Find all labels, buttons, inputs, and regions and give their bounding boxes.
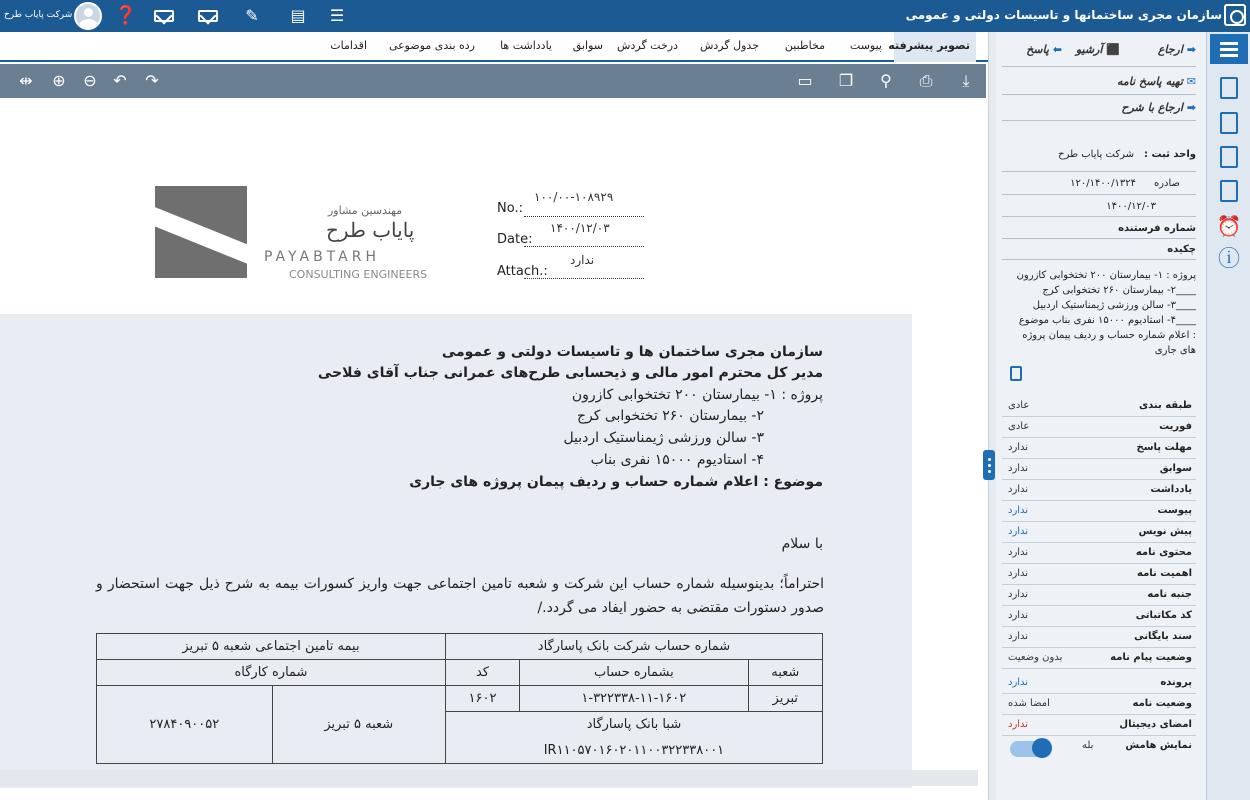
- separator: [1002, 66, 1196, 67]
- greeting: با سلام: [781, 536, 823, 552]
- user-avatar[interactable]: [74, 2, 102, 30]
- print-icon[interactable]: ⎙: [919, 71, 933, 90]
- attach-dots: [524, 278, 644, 279]
- property-value: ندارد: [1008, 589, 1029, 600]
- property-row: [1002, 694, 1196, 715]
- refer-action[interactable]: [1158, 43, 1196, 56]
- refer-arrow-icon: ➡: [1186, 43, 1196, 56]
- property-value: بله: [1082, 740, 1094, 751]
- abstract-label: چکیده: [1167, 244, 1196, 255]
- recipient-person: مدیر کل محترم امور مالی و ذیحسابی طرح‌های عمرانی جناب آقای فلاحی: [317, 365, 823, 381]
- property-row: [1002, 627, 1196, 648]
- cell-sheba: IR۱۱۰۵۷۰۱۶۰۲۰۱۱۰۰۳۲۲۳۳۸۰۰۱: [445, 738, 822, 764]
- tab-bar: [0, 32, 988, 62]
- property-label: یادداشت: [1150, 484, 1192, 495]
- inbox-mail-icon[interactable]: [198, 10, 218, 22]
- property-row: [1002, 417, 1196, 438]
- refer-with-note-action[interactable]: [1121, 101, 1196, 114]
- panel-splitter-handle[interactable]: [983, 450, 995, 480]
- property-value[interactable]: ندارد: [1008, 505, 1029, 516]
- horizontal-scrollbar[interactable]: [0, 770, 978, 786]
- property-value: ندارد: [1008, 631, 1029, 642]
- no-dots: [524, 216, 644, 217]
- col-account: بشماره حساب: [520, 660, 749, 686]
- document-viewer: [0, 98, 986, 788]
- tab-notes[interactable]: یادداشت ها: [500, 39, 552, 52]
- draft-letter-icon[interactable]: [1220, 146, 1238, 168]
- unit-label: واحد ثبت :: [1143, 149, 1196, 160]
- col-workshop: شماره کارگاه: [97, 660, 446, 686]
- refer-with-note-label: ارجاع با شرح: [1121, 101, 1183, 114]
- refer-label: ارجاع: [1157, 43, 1183, 56]
- table-header-bank: شماره حساب شرکت بانک پاسارگاد: [445, 634, 822, 660]
- property-label: پرونده: [1160, 677, 1192, 688]
- cell-account: ۱-۳۲۲۳۳۸-۱۱-۱۶۰۲: [520, 686, 749, 712]
- property-label: وضعیت نامه: [1132, 698, 1192, 709]
- attachment-icon[interactable]: ⚲: [880, 71, 892, 90]
- archive-icon[interactable]: ▤: [290, 6, 306, 25]
- property-label: سند بایگانی: [1134, 631, 1192, 642]
- attach-label: Attach.:: [497, 264, 548, 279]
- separator: [1002, 259, 1196, 260]
- prepare-reply-action[interactable]: [1117, 75, 1196, 88]
- cell-workshop-number: ۲۷۸۴۰۹۰۰۵۲: [97, 686, 273, 764]
- copy-icon[interactable]: ❐: [838, 71, 854, 90]
- property-value[interactable]: ندارد: [1008, 677, 1029, 688]
- reply-label: پاسخ: [1026, 43, 1049, 56]
- cell-code: ۱۶۰۲: [445, 686, 519, 712]
- body-paragraph: احتراماً؛ بدینوسیله شماره حساب این شرکت و شعبه تامین اجتماعی جهت واریز کسورات بیمه به شرح ذیل جهت استحضار و صدور دستورات مقتضی به حضور ایفاد می گردد./: [96, 576, 824, 616]
- new-letter-icon[interactable]: [1220, 77, 1238, 99]
- property-row: [1002, 459, 1196, 480]
- property-label: اهمیت نامه: [1137, 568, 1192, 579]
- no-label: No.:: [497, 201, 523, 216]
- property-label: وضعیت پیام نامه: [1110, 652, 1192, 663]
- info-icon[interactable]: ⓘ: [1217, 247, 1240, 272]
- property-row: [1002, 606, 1196, 627]
- separator: [1002, 120, 1196, 121]
- property-value: ندارد: [1008, 484, 1029, 495]
- property-value: عادی: [1008, 400, 1030, 411]
- project-line-3: ۳- سالن ورزشی ژیمناستیک اردبیل: [563, 430, 764, 446]
- help-icon[interactable]: ❓: [114, 5, 138, 26]
- issued-number: ۱۲۰/۱۴۰۰/۱۳۲۴: [1070, 178, 1136, 189]
- cell-branch: تبریز: [748, 686, 822, 712]
- logo-name-fa: پایاب طرح: [326, 218, 415, 242]
- property-row: [1002, 480, 1196, 501]
- search-letter-icon[interactable]: [1220, 112, 1238, 134]
- tab-recipients[interactable]: مخاطبین: [784, 39, 825, 52]
- tab-classification[interactable]: رده بندی موضوعی: [388, 39, 475, 52]
- refer-note-arrow-icon: ➡: [1186, 101, 1196, 114]
- property-label: سوابق: [1159, 463, 1192, 474]
- project-line-2: ۲- بیمارستان ۲۶۰ تختخوابی کرج: [576, 408, 764, 424]
- property-value: ندارد: [1008, 568, 1029, 579]
- app-title: سازمان مجری ساختمانها و تاسیسات دولتی و عمومی: [905, 8, 1222, 22]
- reply-arrow-icon: ⬅: [1052, 43, 1062, 56]
- date-dots: [524, 246, 644, 247]
- mail-icon[interactable]: [154, 10, 174, 22]
- property-value: بدون وضعیت: [1008, 652, 1063, 663]
- separator: [1002, 238, 1196, 239]
- logo-name-en: PAYABTARH: [264, 249, 380, 265]
- table-header-insurance: بیمه تامین اجتماعی شعبه ۵ تبریز: [97, 634, 446, 660]
- separator: [1002, 216, 1196, 217]
- col-code: کد: [445, 660, 519, 686]
- subject-line: موضوع : اعلام شماره حساب و ردیف پیمان پروژه های جاری: [409, 474, 823, 490]
- account-table: [96, 633, 823, 764]
- property-value: ندارد: [1008, 547, 1029, 558]
- property-row: [1002, 396, 1196, 417]
- fit-width-icon[interactable]: ⇹: [19, 71, 33, 90]
- property-value: عادی: [1008, 421, 1030, 432]
- property-row: [1002, 501, 1196, 522]
- property-label: امضای دیجیتال: [1119, 719, 1192, 730]
- separator: [1002, 94, 1196, 95]
- sender-number-label: شماره فرستنده: [1118, 223, 1196, 234]
- report-icon[interactable]: [1220, 180, 1238, 202]
- rotate-left-icon[interactable]: ↶: [113, 71, 127, 90]
- print-preview-icon[interactable]: ▭: [797, 71, 813, 90]
- top-bar: [0, 0, 1250, 32]
- abstract-text: پروژه : ۱- بیمارستان ۲۰۰ تختخوابی کازرون ____۲- بیمارستان ۲۶۰ تختخوابی کرج ____۳- سالن ورزشی ژیمناستیک اردبیل ____۴- استادیوم ۱۵۰۰۰ نفری بناب موضوع : اعلام شماره حساب و ردیف پیمان پروژه های جاری: [1016, 270, 1196, 356]
- letter-date-panel: ۱۴۰۰/۱۲/۰۳: [1106, 201, 1156, 212]
- property-label: محتوی نامه: [1135, 547, 1192, 558]
- letter-date: ۱۴۰۰/۱۲/۰۳: [550, 221, 610, 235]
- logo-tagline: CONSULTING ENGINEERS: [289, 268, 428, 281]
- property-row: [1002, 564, 1196, 585]
- unit-value: شرکت پایاب طرح: [1058, 149, 1134, 160]
- property-label: طبقه بندی: [1138, 400, 1192, 411]
- logo-subtitle: مهندسین مشاور: [328, 204, 403, 217]
- col-branch: شعبه: [748, 660, 822, 686]
- archive-action[interactable]: [1076, 43, 1120, 56]
- viewer-toolbar: [0, 64, 986, 98]
- property-label: نمایش هامش: [1125, 740, 1192, 751]
- tab-history[interactable]: سوابق: [572, 39, 603, 52]
- project-line-4: ۴- استادیوم ۱۵۰۰۰ نفری بناب: [590, 452, 764, 468]
- property-label: کد مکاتباتی: [1135, 610, 1192, 621]
- property-value: امضا شده: [1008, 698, 1050, 709]
- download-icon[interactable]: ⤓: [962, 71, 970, 90]
- letter-details-panel: [996, 32, 1206, 800]
- property-value[interactable]: ندارد: [1008, 526, 1029, 537]
- project-line-1: پروژه : ۱- بیمارستان ۲۰۰ تختخوابی کازرون: [571, 387, 823, 403]
- issued-label: صادره: [1153, 178, 1180, 189]
- recipient-org: سازمان مجری ساختمان ها و تاسیسات دولتی و عمومی: [441, 344, 823, 360]
- property-value: ندارد: [1008, 610, 1029, 621]
- rotate-right-icon[interactable]: ↷: [145, 71, 159, 90]
- zoom-in-icon[interactable]: ⊕: [52, 71, 66, 90]
- property-row: [1002, 522, 1196, 543]
- property-label: مهلت پاسخ: [1136, 442, 1192, 453]
- property-row: [1002, 543, 1196, 564]
- cell-sheba-label: شبا بانک پاسارگاد: [445, 712, 822, 738]
- property-row: [1002, 585, 1196, 606]
- reply-action[interactable]: [1026, 43, 1062, 56]
- property-row: [1002, 673, 1196, 694]
- tab-actions[interactable]: اقدامات: [330, 39, 367, 52]
- archive-icon-small: ⬛: [1106, 43, 1120, 56]
- separator: [1002, 194, 1196, 195]
- list-icon[interactable]: ☰: [329, 6, 345, 25]
- property-row: [1002, 438, 1196, 459]
- show-margin-toggle[interactable]: [1010, 741, 1050, 757]
- side-icon-strip: [1206, 32, 1250, 800]
- abstract-doc-icon[interactable]: [1010, 366, 1022, 381]
- property-row: [1002, 648, 1196, 669]
- date-label: Date:: [497, 232, 533, 247]
- property-value: ندارد: [1008, 463, 1029, 474]
- prepare-reply-label: تهیه پاسخ نامه: [1116, 75, 1183, 88]
- property-label: فوریت: [1159, 421, 1192, 432]
- prepare-reply-icon: ✉: [1186, 75, 1196, 88]
- zoom-out-icon[interactable]: ⊖: [83, 71, 97, 90]
- property-label: پیش نویس: [1138, 526, 1192, 537]
- property-value: ندارد: [1008, 719, 1029, 730]
- user-name[interactable]: شرکت پایاب طرح: [4, 10, 73, 20]
- company-logo-icon: [155, 186, 247, 278]
- tab-flow-table[interactable]: جدول گردش: [699, 39, 759, 52]
- tab-flow-tree[interactable]: درخت گردش: [617, 39, 678, 52]
- property-row: [1002, 715, 1196, 736]
- separator: [1002, 171, 1196, 172]
- alarm-clock-icon[interactable]: ⏰: [1216, 214, 1242, 238]
- archive-label: آرشیو: [1075, 43, 1103, 56]
- property-value: ندارد: [1008, 442, 1029, 453]
- property-label: پیوست: [1157, 505, 1192, 516]
- letter-number: ۱۰۰/۰۰-۱۰۸۹۲۹: [534, 190, 614, 204]
- property-label: جنبه نامه: [1147, 589, 1192, 600]
- cell-insurance-branch: شعبه ۵ تبریز: [272, 686, 445, 764]
- app-logo-icon: [1224, 4, 1246, 26]
- edit-letter-icon[interactable]: ✎: [245, 6, 259, 25]
- menu-icon[interactable]: [1210, 34, 1248, 64]
- tab-attachment[interactable]: پیوست: [849, 39, 882, 52]
- tab-advanced-image[interactable]: تصویر پیشرفته: [888, 39, 970, 52]
- panel-scrollbar[interactable]: [988, 32, 996, 800]
- attach-value: ندارد: [570, 253, 595, 267]
